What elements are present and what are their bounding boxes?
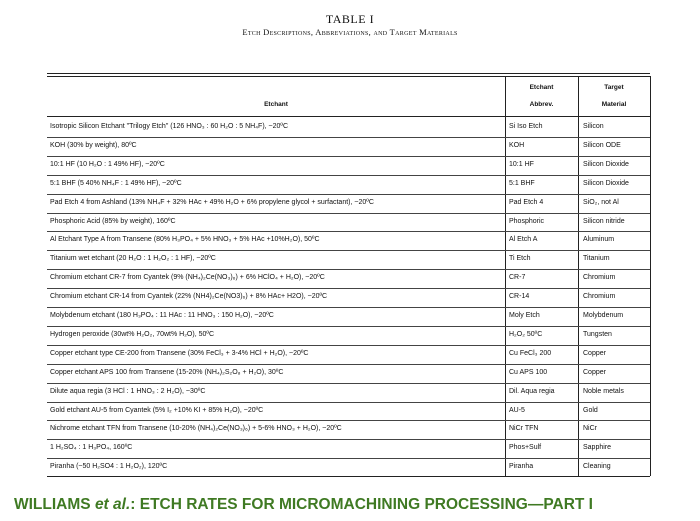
row-divider xyxy=(47,383,650,384)
target-cell: Sapphire xyxy=(583,444,612,452)
etchant-cell: 5:1 BHF (5 40% NH₄F : 1 49% HF), ~20ºC xyxy=(50,179,182,187)
abbrev-cell: KOH xyxy=(509,141,525,149)
abbrev-cell: Al Etch A xyxy=(509,236,538,244)
right-border xyxy=(650,76,651,476)
etchant-cell: Nichrome etchant TFN from Transene (10-20% (NH₄)₂Ce(NO₃)₆) + 5-6% HNO₃ + H₂O), ~20ºC xyxy=(50,425,342,433)
target-cell: Gold xyxy=(583,406,598,414)
header-target-line1: Target xyxy=(604,84,624,91)
etchant-cell: Molybdenum etchant (180 H₃PO₄ : 11 HAc : 11 HNO₃ : 150 H₂O), ~20ºC xyxy=(50,312,274,319)
etchant-cell: Isotropic Silicon Etchant "Trilogy Etch" (126 HNO₃ : 60 H₂O : 5 NH₄F), ~20ºC xyxy=(50,123,289,130)
row-divider xyxy=(47,269,650,270)
target-cell: Cleaning xyxy=(583,463,611,471)
etchant-cell: Copper etchant APS 100 from Transene (15-20% (NH₄)₂S₂O₈ + H₂O), 30ºC xyxy=(50,368,284,376)
header-abbrev-line1: Etchant xyxy=(529,84,554,91)
abbrev-cell: Phos+Sulf xyxy=(509,444,542,452)
target-cell: Copper xyxy=(583,368,606,376)
etchant-cell: Piranha (~50 H₂SO4 : 1 H₂O₂), 120ºC xyxy=(50,463,168,471)
row-divider xyxy=(47,288,650,289)
target-cell: Tungsten xyxy=(583,330,612,338)
target-cell: Silicon Dioxide xyxy=(583,160,629,168)
etchant-cell: Copper etchant type CE-200 from Transene (30% FeCl₃ + 3-4% HCl + H₂O), ~20ºC xyxy=(50,349,309,357)
etchant-cell: Phosphoric Acid (85% by weight), 160ºC xyxy=(50,217,176,225)
row-divider xyxy=(47,137,650,138)
header-target-line2: Material xyxy=(601,101,627,108)
footer-etal: et al. xyxy=(94,496,131,513)
abbrev-cell: Dil. Aqua regia xyxy=(509,387,555,395)
target-cell: Molybdenum xyxy=(583,312,624,319)
abbrev-cell: Moly Etch xyxy=(509,312,540,319)
etchant-cell: KOH (30% by weight), 80ºC xyxy=(50,141,137,149)
abbrev-cell: Si Iso Etch xyxy=(509,123,543,130)
row-divider xyxy=(47,250,650,251)
row-divider xyxy=(47,194,650,195)
etchant-cell: Pad Etch 4 from Ashland (13% NH₄F + 32% HAc + 49% H₂O + 6% propylene glycol + surfactant), ~20ºC xyxy=(50,198,374,206)
target-cell: Silicon ODE xyxy=(583,141,621,149)
etchant-cell: 1 H₂SO₄ : 1 H₃PO₄, 160ºC xyxy=(50,444,133,452)
row-divider xyxy=(47,175,650,176)
etchant-cell: Hydrogen peroxide (30wt% H₂O₂, 70wt% H₂O), 50ºC xyxy=(50,330,214,338)
row-divider xyxy=(47,213,650,214)
bottom-rule xyxy=(47,476,650,477)
etchant-cell: Gold etchant AU-5 from Cyantek (5% I₂ +10% KI + 85% H₂O), ~20ºC xyxy=(50,406,264,414)
top-rule-double xyxy=(47,76,650,77)
abbrev-cell: Phosphoric xyxy=(509,217,545,225)
row-divider xyxy=(47,231,650,232)
target-cell: Titanium xyxy=(583,255,610,263)
target-cell: Copper xyxy=(583,349,606,357)
footer-rest: : ETCH RATES FOR MICROMACHINING PROCESSING—PART I xyxy=(130,496,593,513)
target-cell: SiO₂, not Al xyxy=(583,198,619,206)
row-divider xyxy=(47,156,650,157)
target-cell: Chromium xyxy=(583,293,616,301)
target-cell: Chromium xyxy=(583,274,616,282)
abbrev-cell: CR-7 xyxy=(509,274,526,282)
target-cell: Silicon xyxy=(583,123,604,130)
abbrev-cell: AU-5 xyxy=(509,406,525,414)
abbrev-cell: Cu APS 100 xyxy=(509,368,548,376)
row-divider xyxy=(47,307,650,308)
abbrev-cell: Cu FeCl₃ 200 xyxy=(509,349,552,357)
etchant-cell: 10:1 HF (10 H₂O : 1 49% HF), ~20ºC xyxy=(50,160,165,168)
target-cell: Noble metals xyxy=(583,387,624,395)
abbrev-cell: NiCr TFN xyxy=(509,425,539,433)
row-divider xyxy=(47,420,650,421)
row-divider xyxy=(47,458,650,459)
etchant-cell: Dilute aqua regia (3 HCl : 1 HNO₃ : 2 H₂O), ~30ºC xyxy=(50,387,206,395)
abbrev-cell: 5:1 BHF xyxy=(509,179,535,187)
abbrev-cell: 10:1 HF xyxy=(509,160,534,168)
row-divider xyxy=(47,326,650,327)
header-etchant: Etchant xyxy=(264,101,288,108)
target-cell: Aluminum xyxy=(583,236,615,244)
header-abbrev-line2: Abbrev. xyxy=(529,101,554,108)
abbrev-cell: CR-14 xyxy=(509,293,530,301)
page-running-header xyxy=(14,496,593,514)
row-divider xyxy=(47,402,650,403)
abbrev-cell: Piranha xyxy=(509,463,534,471)
abbrev-cell: Ti Etch xyxy=(509,255,531,263)
top-rule xyxy=(47,73,650,74)
abbrev-cell: Pad Etch 4 xyxy=(509,198,544,206)
target-cell: NiCr xyxy=(583,425,597,433)
target-cell: Silicon nitride xyxy=(583,217,625,225)
etchant-cell: Chromium etchant CR-7 from Cyantek (9% (NH₄)₂Ce(NO₃)₆) + 6% HClO₄ + H₂O), ~20ºC xyxy=(50,274,325,282)
row-divider xyxy=(47,364,650,365)
abbrev-cell: H₂O₂ 50ºC xyxy=(509,330,543,338)
row-divider xyxy=(47,439,650,440)
etchant-cell: Al Etchant Type A from Transene (80% H₃PO₄ + 5% HNO₃ + 5% HAc +10%H₂O), 50ºC xyxy=(50,236,320,244)
etchant-cell: Chromium etchant CR-14 from Cyantek (22% (NH4)₂Ce(NO3)₆) + 8% HAc+ H2O), ~20ºC xyxy=(50,293,328,301)
table-title: TABLE I xyxy=(325,12,375,26)
header-rule xyxy=(47,116,650,117)
footer-author: WILLIAMS xyxy=(14,496,95,513)
row-divider xyxy=(47,345,650,346)
target-cell: Silicon Dioxide xyxy=(583,179,629,187)
etchant-cell: Titanium wet etchant (20 H₂O : 1 H₂O₂ : 1 HF), ~20ºC xyxy=(50,255,216,263)
table-subtitle: Etch Descriptions, Abbreviations, and Target Materials xyxy=(242,27,458,37)
